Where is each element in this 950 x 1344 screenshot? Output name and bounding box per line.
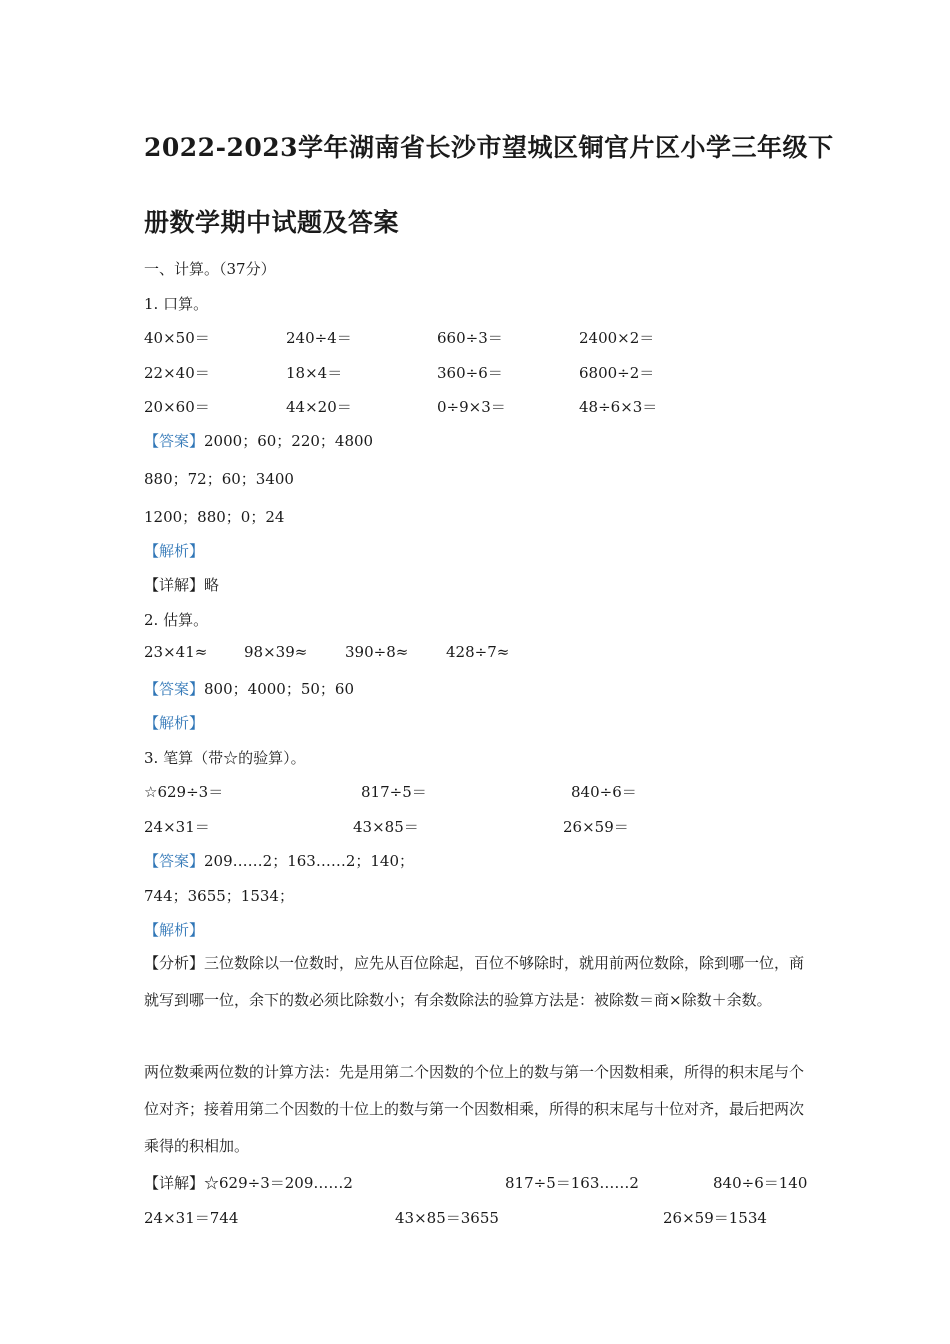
q1-item: 22×40＝ xyxy=(144,364,210,382)
q3-detail-row-2 xyxy=(0,1207,950,1227)
q3-detail-item: 43×85＝3655 xyxy=(395,1209,499,1227)
q1-row-1 xyxy=(0,327,950,347)
q1-item: 660÷3＝ xyxy=(437,329,503,347)
answer-tag: 【答案】 xyxy=(144,852,205,870)
q1-item: 18×4＝ xyxy=(286,364,343,382)
q3-analysis-paragraph-2: 两位数乘两位数的计算方法：先是用第二个因数的个位上的数与第一个因数相乘，所得的积末尾与个位对齐；接着用第二个因数的十位上的数与第一个因数相乘，所得的积末尾与十位对齐，最后把两次乘得的积相加。 xyxy=(144,1063,805,1155)
section-heading: 一、计算。（37分） xyxy=(144,260,276,278)
document-title-line-1: 2022-2023学年湖南省长沙市望城区铜官片区小学三年级下 xyxy=(144,133,834,162)
q1-item: 20×60＝ xyxy=(144,398,210,416)
q1-item: 240÷4＝ xyxy=(286,329,352,347)
fenxi-tag: 【分析】 xyxy=(144,954,205,972)
detail-text: ☆629÷3＝209……2 xyxy=(204,1174,353,1192)
q1-answer-line-2: 880；72；60；3400 xyxy=(144,470,294,488)
q1-detail: 【详解】略 xyxy=(144,576,220,594)
question-1-label: 1. 口算。 xyxy=(144,295,209,313)
q2-item: 23×41≈ xyxy=(144,643,208,661)
document-title-line-2: 册数学期中试题及答案 xyxy=(144,208,400,237)
q3-answer xyxy=(144,850,414,871)
q1-item: 6800÷2＝ xyxy=(579,364,655,382)
answer-text: 800；4000；50；60 xyxy=(204,680,354,698)
q3-item: 26×59＝ xyxy=(563,818,629,836)
q3-analysis-paragraph-1 xyxy=(144,945,814,1019)
q1-answer-line-3: 1200；880；0；24 xyxy=(144,508,285,526)
q1-row-2 xyxy=(0,362,950,382)
fenxi-text: 三位数除以一位数时，应先从百位除起，百位不够除时，就用前两位数除，除到哪一位，商就写到哪一位，余下的数必须比除数小；有余数除法的验算方法是：被除数＝商×除数＋余数。 xyxy=(144,954,805,1009)
q1-item: 44×20＝ xyxy=(286,398,352,416)
q3-detail-item: 817÷5＝163……2 xyxy=(505,1174,639,1192)
q1-analysis-tag: 【解析】 xyxy=(144,542,205,560)
q2-item: 428÷7≈ xyxy=(446,643,510,661)
q1-item: 2400×2＝ xyxy=(579,329,655,347)
answer-text: 209……2；163……2；140； xyxy=(204,852,414,870)
q3-detail-row-1 xyxy=(0,1172,950,1192)
q1-row-3 xyxy=(0,396,950,416)
q3-row-1 xyxy=(0,781,950,801)
answer-text: 2000；60；220；4800 xyxy=(204,432,374,450)
answer-tag: 【答案】 xyxy=(144,432,205,450)
q2-analysis-tag: 【解析】 xyxy=(144,714,205,732)
q3-row-2 xyxy=(0,816,950,836)
question-3-label: 3. 笔算（带☆的验算）。 xyxy=(144,749,306,767)
answer-tag: 【答案】 xyxy=(144,680,205,698)
q1-item: 360÷6＝ xyxy=(437,364,503,382)
q1-item: 40×50＝ xyxy=(144,329,210,347)
q3-detail-item: 26×59＝1534 xyxy=(663,1209,767,1227)
q1-item: 48÷6×3＝ xyxy=(579,398,658,416)
q3-detail-item: 840÷6＝140 xyxy=(713,1174,808,1192)
q3-item: ☆629÷3＝ xyxy=(144,783,224,801)
q3-item: 24×31＝ xyxy=(144,818,210,836)
q3-item: 43×85＝ xyxy=(353,818,419,836)
q1-answer xyxy=(144,430,373,451)
question-2-label: 2. 估算。 xyxy=(144,611,209,629)
q3-detail-item xyxy=(144,1172,353,1193)
q3-item: 840÷6＝ xyxy=(571,783,637,801)
q2-item: 390÷8≈ xyxy=(345,643,409,661)
q3-item: 817÷5＝ xyxy=(361,783,427,801)
q2-row xyxy=(0,643,950,663)
detail-tag: 【详解】 xyxy=(144,1174,205,1192)
q2-answer xyxy=(144,678,354,699)
q1-item: 0÷9×3＝ xyxy=(437,398,506,416)
q3-analysis-tag: 【解析】 xyxy=(144,921,205,939)
q2-item: 98×39≈ xyxy=(244,643,308,661)
q3-detail-item: 24×31＝744 xyxy=(144,1209,239,1227)
q3-answer-line-2: 744；3655；1534； xyxy=(144,887,294,905)
